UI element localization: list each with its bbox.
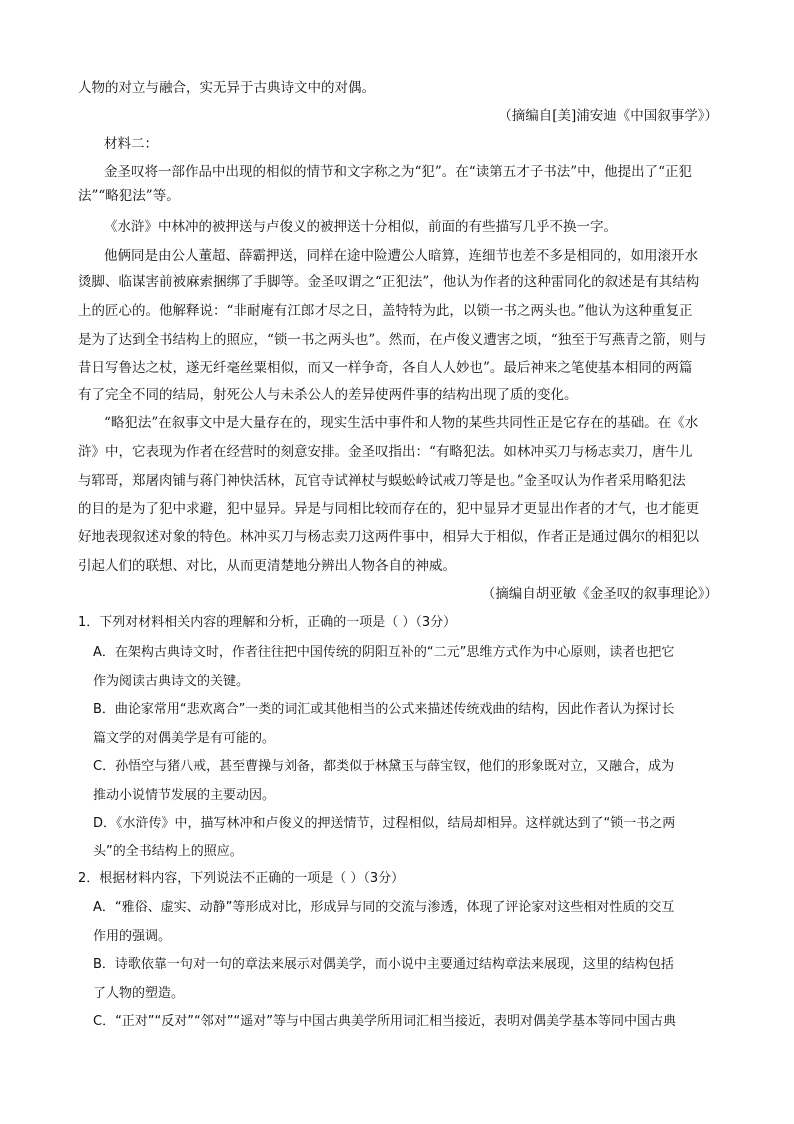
question1-option-b-line1: B．曲论家常用“悲欢离合”一类的词汇或其他相当的公式来描述传统戏曲的结构，因此作者认为探讨长 <box>93 702 675 717</box>
question1-option-b-line2: 篇文学的对偶美学是有可能的。 <box>93 731 276 746</box>
material2-p4-line6: 引起人们的联想、对比，从而更清楚地分辨出人物各自的神威。 <box>78 558 456 574</box>
question1-option-c-line1: C．孙悟空与猪八戒，甚至曹操与刘备，都类似于林黛玉与薛宝钗，他们的形象既对立，又融合，成为 <box>93 759 675 774</box>
question1-option-a-line2: 作为阅读古典诗文的关键。 <box>93 674 250 689</box>
material2-p3-line2: 烫脚、临谋害前被麻索捆绑了手脚等。金圣叹谓之“正犯法”，他认为作者的这种雷同化的叙述是有其结构 <box>78 274 700 290</box>
material2-p3-line4: 是为了达到全书结构上的照应，“锁一书之两头也”。然而，在卢俊义遭害之顷，“独至于写燕青之箭，则与 <box>78 332 707 348</box>
material2-p1-line1: 金圣叹将一部作品中出现的相似的情节和文字称之为“犯”。在“读第五才子书法”中，他提出了“正犯 <box>104 164 693 180</box>
question2-option-a-line1: A．“雅俗、虚实、动静”等形成对比，形成异与同的交流与渗透，体现了评论家对这些相对性质的交互 <box>93 900 675 915</box>
material2-heading: 材料二： <box>104 136 158 152</box>
question2-option-b-line2: 了人物的塑造。 <box>93 986 185 1001</box>
material2-p3-line5: 昔日写鲁达之杖，遂无纤毫丝粟相似，而又一样争奇，各自人人妙也”。最后神来之笔使基本相同的两篇 <box>78 360 693 376</box>
question2-option-b-line1: B．诗歌依靠一句对一句的章法来展示对偶美学，而小说中主要通过结构章法来展现，这里的结构包括 <box>93 957 674 972</box>
question1-option-c-line2: 推动小说情节发展的主要动因。 <box>93 788 276 803</box>
question1-option-a-line1: A．在架构古典诗文时，作者往往把中国传统的阴阳互补的“二元”思维方式作为中心原则，读者也把它 <box>93 645 675 660</box>
question2-option-c-line1: C．“正对”“反对”“邻对”“遥对”等与中国古典美学所用词汇相当接近，表明对偶美学基本等同中国古典 <box>93 1014 676 1029</box>
question2-stem: 2．根据材料内容，下列说法不正确的一项是（ ）（3分） <box>78 871 405 886</box>
material2-p4-line4: 的目的是为了犯中求避，犯中显异。异是与同相比较而存在的，犯中显异才更显出作者的才气，也才能更 <box>78 501 699 517</box>
material2-p4-line2: 浒》中，它表现为作者在经营时的刻意安排。金圣叹指出：“有略犯法。如林冲买刀与杨志卖刀，唐牛儿 <box>78 444 693 460</box>
material2-p1-line2: 法”“略犯法”等。 <box>78 188 180 204</box>
material2-p2-line1: 《水浒》中林冲的被押送与卢俊义的被押送十分相似，前面的有些描写几乎不换一字。 <box>104 219 617 235</box>
material2-p4-line1: “略犯法”在叙事文中是大量存在的，现实生活中事件和人物的某些共同性正是它存在的基础。在《水 <box>104 415 699 431</box>
material1-tail-line: 人物的对立与融合，实无异于古典诗文中的对偶。 <box>78 80 375 96</box>
material1-source: （摘编自[美]浦安迪《中国叙事学》） <box>498 108 718 124</box>
material2-p3-line6: 有了完全不同的结局，射死公人与未杀公人的差异使两件事的结构出现了质的变化。 <box>78 387 578 403</box>
question1-option-d-line1: D．《水浒传》中，描写林冲和卢俊义的押送情节，过程相似，结局却相异。这样就达到了“锁一书之两 <box>93 816 676 831</box>
material2-source: （摘编自胡亚敏《金圣叹的叙事理论》） <box>481 586 718 602</box>
material2-p3-line1: 他俩同是由公人董超、薛霸押送，同样在途中险遭公人暗算，连细节也差不多是相同的，如用滚开水 <box>104 248 698 264</box>
question2-option-a-line2: 作用的强调。 <box>93 929 172 944</box>
material2-p4-line3: 与郓哥，郑屠肉铺与蒋门神快活林，瓦官寺试禅杖与蜈蚣岭试戒刀等是也。”金圣叹认为作者采用略犯法 <box>78 473 686 489</box>
question1-stem: 1．下列对材料相关内容的理解和分析，正确的一项是（ ）（3分） <box>78 615 457 630</box>
material2-p4-line5: 好地表现叙述对象的特色。林冲买刀与杨志卖刀这两件事中，相异大于相似，作者正是通过偶尔的相犯以 <box>78 529 699 545</box>
material2-p3-line3: 上的匠心的。他解释说：“非耐庵有江郎才尽之日，盖特特为此，以锁一书之两头也。”他认为这种重复正 <box>78 303 693 319</box>
question1-option-d-line2: 头”的全书结构上的照应。 <box>93 844 243 859</box>
